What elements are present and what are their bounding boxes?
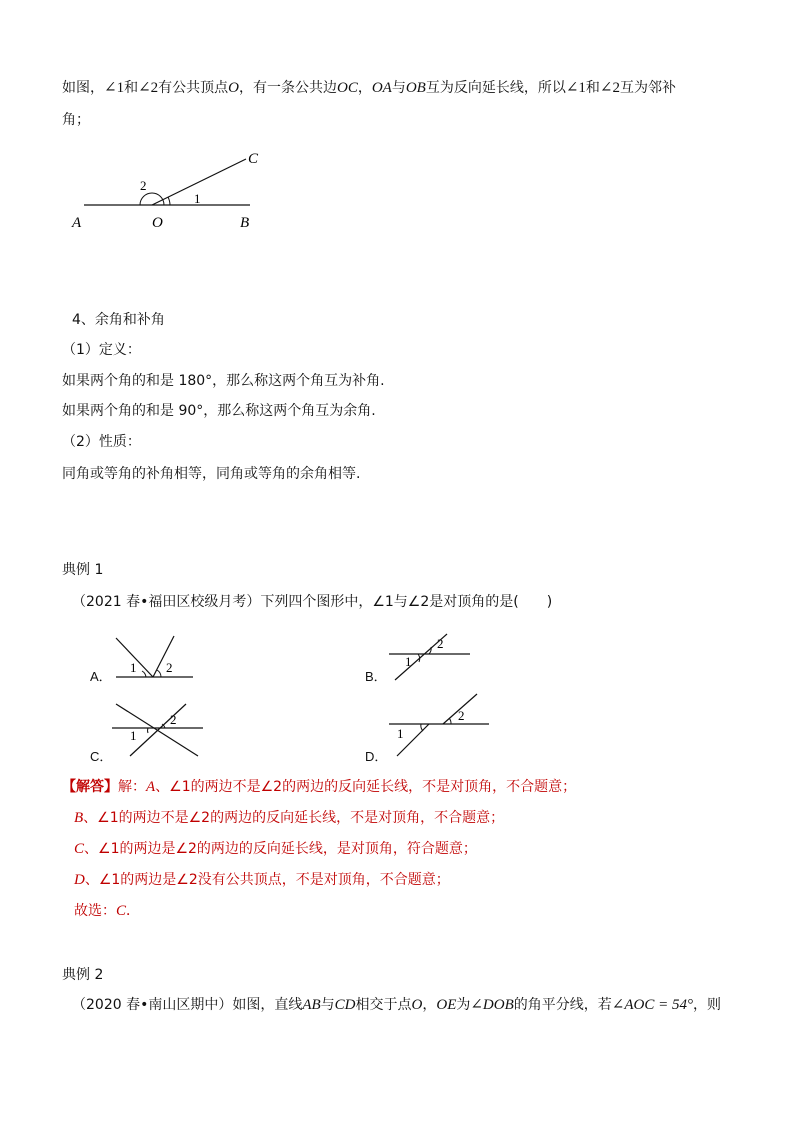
- a-num-1: 1: [130, 660, 137, 675]
- option-b-figure: [385, 632, 480, 684]
- c-num-1: 1: [130, 728, 137, 743]
- c-num-2: 2: [170, 712, 177, 727]
- property-1: 同角或等角的补角相等，同角或等角的余角相等.: [62, 466, 361, 482]
- label-c: C: [248, 151, 259, 167]
- example-1-question: （2021 春•福田区校级月考）下列四个图形中，∠1与∠2是对顶角的是( ): [72, 594, 553, 610]
- angle-1: ∠1: [565, 80, 586, 96]
- option-a-figure: [108, 632, 198, 684]
- segment-ob: OB: [405, 80, 426, 96]
- answer-c-text: 、∠1的两边是∠2的两边的反向延长线，是对顶角，符合题意；: [84, 841, 477, 857]
- segment-oc: OC: [337, 80, 358, 96]
- angle-aoc: ∠AOC = 54°: [611, 997, 693, 1013]
- answer-line-c: [74, 839, 477, 859]
- a-num-2: 2: [166, 660, 173, 675]
- example-1-heading: 典例 1: [62, 562, 104, 578]
- option-a-label: A．: [90, 669, 112, 684]
- answer-letter-d: D: [74, 872, 85, 888]
- option-c-label: C．: [90, 749, 113, 764]
- answer-line-b: [74, 808, 504, 828]
- label-a: A: [72, 215, 82, 231]
- angle-1: ∠1: [104, 80, 125, 96]
- property-heading: （2）性质：: [62, 434, 141, 450]
- point-o: O: [228, 80, 239, 96]
- label-1: 1: [194, 191, 201, 206]
- section-4-title: 4、余角和补角: [72, 312, 165, 328]
- answer-tag: 【解答】: [62, 779, 118, 795]
- option-b-label: B．: [365, 669, 387, 684]
- d-num-2: 2: [458, 708, 465, 723]
- q2-text: ，则: [692, 997, 721, 1013]
- definition-1: 如果两个角的和是 180°，那么称这两个角互为补角.: [62, 373, 385, 389]
- answer-conclusion: [74, 901, 140, 921]
- answer-line-a: [62, 777, 576, 797]
- intro-line-2: 角；: [62, 112, 90, 128]
- answer-d-text: 、∠1的两边是∠2没有公共顶点，不是对顶角，不合题意；: [84, 872, 450, 888]
- answer-a-text: 、∠1的两边不是∠2的两边的反向延长线，不是对顶角，不合题意；: [155, 779, 577, 795]
- definition-2: 如果两个角的和是 90°，那么称这两个角互为余角.: [62, 403, 376, 419]
- segment-oa: OA: [371, 80, 392, 96]
- intro-text: 互为邻补: [620, 80, 676, 96]
- label-2: 2: [140, 178, 147, 193]
- option-c-figure: [108, 700, 208, 760]
- q2-text: 与: [320, 997, 335, 1013]
- intro-text: 互为反向延长线，所以: [425, 80, 566, 96]
- label-o: O: [152, 215, 163, 231]
- angle-dob: ∠DOB: [470, 997, 514, 1013]
- conclusion-text: ．: [126, 903, 141, 919]
- conclusion-letter: C: [116, 903, 127, 919]
- line-cd: CD: [334, 997, 356, 1013]
- b-num-1: 1: [405, 654, 412, 669]
- intro-text: 和: [124, 80, 139, 96]
- d-num-1: 1: [397, 726, 404, 741]
- q2-text: 的角平分线，若: [513, 997, 612, 1013]
- intro-text: 与: [391, 80, 406, 96]
- q2-text: 为: [456, 997, 471, 1013]
- example-2-question: [72, 995, 721, 1015]
- intro-line-1: [62, 78, 676, 98]
- point-o: O: [411, 997, 423, 1013]
- line-ab: AB: [302, 997, 321, 1013]
- q2-text: 相交于点: [355, 997, 412, 1013]
- option-d-label: D．: [365, 749, 388, 764]
- option-d-figure: [385, 690, 495, 760]
- ray-oe: OE: [436, 997, 457, 1013]
- label-b: B: [240, 215, 250, 231]
- answer-b-text: 、∠1的两边不是∠2的两边的反向延长线，不是对顶角，不合题意；: [83, 810, 505, 826]
- answer-intro: 解：: [118, 779, 146, 795]
- angle-2: ∠2: [599, 80, 620, 96]
- b-num-2: 2: [437, 636, 444, 651]
- intro-text: 和: [585, 80, 600, 96]
- example-2-heading: 典例 2: [62, 967, 104, 983]
- answer-letter-c: C: [74, 841, 85, 857]
- conclusion-text: 故选：: [74, 903, 116, 919]
- intro-text: ，有一条公共边: [239, 80, 337, 96]
- answer-line-d: [74, 870, 450, 890]
- definition-heading: （1）定义：: [62, 342, 141, 358]
- intro-text: 有公共顶点: [158, 80, 229, 96]
- intro-text: ，: [357, 80, 372, 96]
- q2-text: ，: [422, 997, 437, 1013]
- q2-text: （2020 春•南山区期中）如图，直线: [72, 997, 303, 1013]
- answer-letter-a: A: [146, 779, 156, 795]
- adjacent-angles-figure: [60, 145, 280, 235]
- answer-letter-b: B: [74, 810, 84, 826]
- intro-text: 如图，: [62, 80, 104, 96]
- angle-2: ∠2: [138, 80, 159, 96]
